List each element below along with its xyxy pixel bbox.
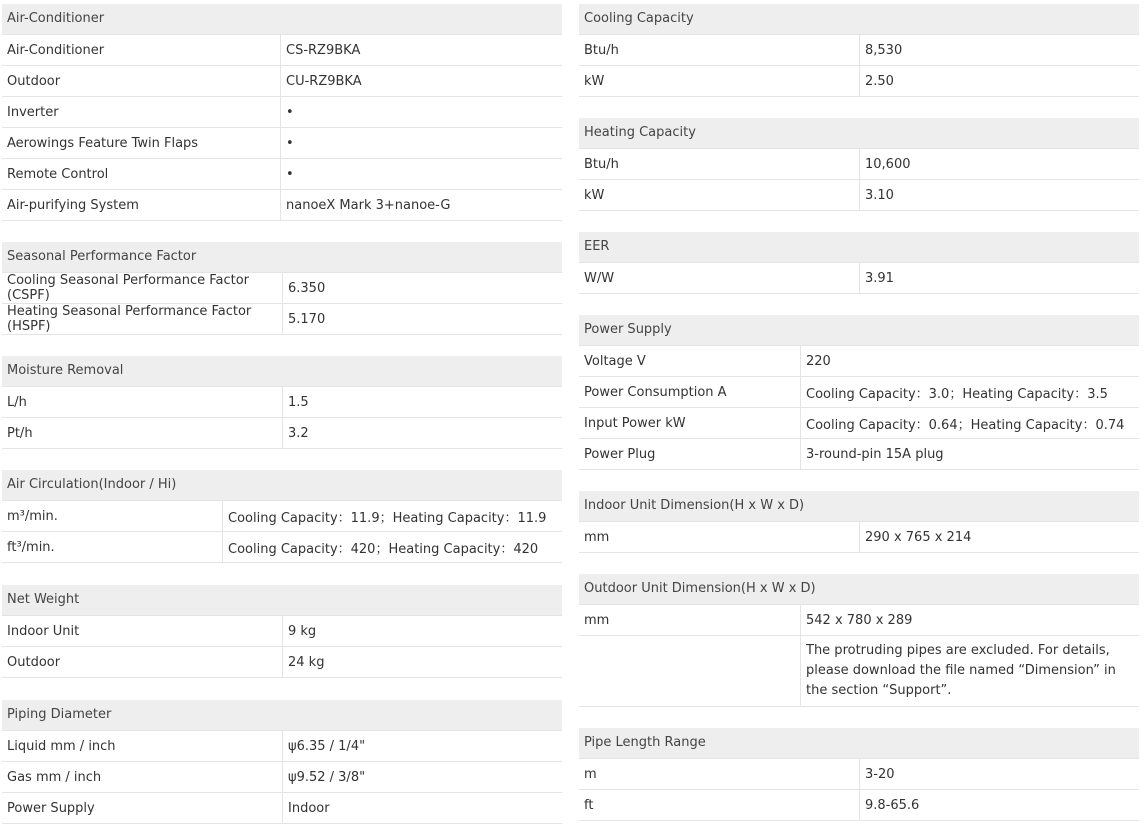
spec-label: Inverter — [7, 104, 59, 120]
spec-label: ft³/min. — [7, 539, 55, 555]
spec-note: The protruding pipes are excluded. For details, please download the file named “Dimension” in the section “Support”. — [800, 636, 1139, 706]
spec-label: Aerowings Feature Twin Flaps — [7, 135, 199, 151]
spec-value: 3-20 — [859, 759, 1139, 789]
section-air-conditioner — [2, 4, 562, 221]
spec-value: 2.50 — [859, 66, 1139, 96]
spec-row — [579, 759, 1139, 790]
spec-label — [579, 636, 800, 706]
spec-row — [579, 346, 1139, 377]
spec-value: 290 x 765 x 214 — [859, 522, 1139, 552]
section-title: Outdoor Unit Dimension(H x W x D) — [579, 574, 1139, 605]
section-title: Air-Conditioner — [2, 4, 562, 35]
spec-label: L/h — [7, 394, 27, 410]
spec-label: mm — [584, 529, 610, 545]
section-heating-capacity — [579, 118, 1139, 211]
section-net-weight — [2, 585, 562, 678]
spec-row — [2, 793, 562, 824]
spec-value: nanoeX Mark 3+nanoe-G — [280, 190, 562, 220]
section-piping-diameter — [2, 700, 562, 824]
spec-row — [2, 762, 562, 793]
section-power-supply — [579, 315, 1139, 470]
spec-label: mm — [584, 612, 610, 628]
section-title: Heating Capacity — [579, 118, 1139, 149]
spec-value: 1.5 — [282, 387, 562, 417]
section-title: Moisture Removal — [2, 356, 562, 387]
spec-label: Outdoor — [7, 654, 61, 670]
spec-value: 3-round-pin 15A plug — [800, 439, 1139, 469]
section-outdoor-dimension — [579, 574, 1139, 707]
spec-label: Power Supply — [7, 800, 95, 816]
spec-label: Pt/h — [7, 425, 33, 441]
spec-value: ψ6.35 / 1/4" — [282, 731, 562, 761]
section-seasonal-performance — [2, 242, 562, 335]
spec-label: Power Plug — [584, 446, 656, 462]
spec-row — [579, 377, 1139, 408]
spec-row — [579, 35, 1139, 66]
spec-row — [579, 149, 1139, 180]
spec-row — [579, 263, 1139, 294]
spec-label: Indoor Unit — [7, 623, 80, 639]
spec-value: Cooling Capacity：0.64；Heating Capacity：0.74 — [800, 408, 1139, 438]
spec-row — [2, 532, 562, 563]
spec-label: m³/min. — [7, 508, 58, 524]
spec-value: 24 kg — [282, 647, 562, 677]
spec-label: kW — [584, 187, 605, 203]
section-title: Air Circulation(Indoor / Hi) — [2, 470, 562, 501]
spec-label: Air-purifying System — [7, 197, 139, 213]
spec-label: Voltage V — [584, 353, 646, 369]
spec-label: ft — [584, 797, 594, 813]
spec-label: Cooling Seasonal Performance Factor (CSPF) — [7, 273, 250, 303]
spec-row — [2, 387, 562, 418]
spec-row — [2, 273, 562, 304]
spec-value: Cooling Capacity：11.9；Heating Capacity：11.9 — [222, 501, 562, 531]
bullet-icon: • — [280, 97, 562, 127]
spec-label: m — [584, 766, 597, 782]
section-indoor-dimension — [579, 491, 1139, 553]
spec-row — [2, 647, 562, 678]
spec-value: CS-RZ9BKA — [280, 35, 562, 65]
spec-value: 10,600 — [859, 149, 1139, 179]
spec-label: Liquid mm / inch — [7, 738, 116, 754]
spec-value: Cooling Capacity：420；Heating Capacity：420 — [222, 532, 562, 562]
spec-value: 3.91 — [859, 263, 1139, 293]
section-air-circulation — [2, 470, 562, 563]
spec-label: kW — [584, 73, 605, 89]
spec-label: Btu/h — [584, 42, 619, 58]
section-cooling-capacity — [579, 4, 1139, 97]
section-pipe-length — [579, 728, 1139, 821]
spec-value: 3.10 — [859, 180, 1139, 210]
section-title: Net Weight — [2, 585, 562, 616]
bullet-icon: • — [280, 128, 562, 158]
spec-value: 8,530 — [859, 35, 1139, 65]
section-title: Cooling Capacity — [579, 4, 1139, 35]
spec-value: CU-RZ9BKA — [280, 66, 562, 96]
spec-label: Input Power kW — [584, 415, 686, 431]
spec-row — [2, 616, 562, 647]
spec-row — [2, 304, 562, 335]
spec-row — [579, 636, 1139, 707]
spec-value: Cooling Capacity：3.0；Heating Capacity：3.5 — [800, 377, 1139, 407]
spec-value: 5.170 — [282, 304, 562, 334]
spec-value: 6.350 — [282, 273, 562, 303]
spec-value: 220 — [800, 346, 1139, 376]
bullet-icon: • — [280, 159, 562, 189]
spec-row — [2, 418, 562, 449]
spec-value: 9.8-65.6 — [859, 790, 1139, 820]
spec-value: 9 kg — [282, 616, 562, 646]
spec-value: 542 x 780 x 289 — [800, 605, 1139, 635]
section-title: Power Supply — [579, 315, 1139, 346]
spec-row — [2, 97, 562, 128]
section-title: Indoor Unit Dimension(H x W x D) — [579, 491, 1139, 522]
section-title: EER — [579, 232, 1139, 263]
spec-row — [579, 790, 1139, 821]
spec-row — [2, 66, 562, 97]
spec-label: Gas mm / inch — [7, 769, 102, 785]
spec-row — [2, 159, 562, 190]
section-title: Seasonal Performance Factor — [2, 242, 562, 273]
section-eer — [579, 232, 1139, 294]
spec-value: Indoor — [282, 793, 562, 823]
section-title: Pipe Length Range — [579, 728, 1139, 759]
section-title: Piping Diameter — [2, 700, 562, 731]
spec-label: Outdoor — [7, 73, 61, 89]
spec-label: W/W — [584, 270, 615, 286]
spec-row — [2, 35, 562, 66]
spec-value: ψ9.52 / 3/8" — [282, 762, 562, 792]
spec-row — [579, 522, 1139, 553]
spec-label: Btu/h — [584, 156, 619, 172]
spec-label: Air-Conditioner — [7, 42, 105, 58]
spec-label: Power Consumption A — [584, 384, 727, 400]
left-spec-column — [2, 4, 562, 824]
spec-row — [2, 501, 562, 532]
section-moisture-removal — [2, 356, 562, 449]
spec-row — [2, 128, 562, 159]
spec-value: 3.2 — [282, 418, 562, 448]
spec-row — [2, 190, 562, 221]
spec-label: Heating Seasonal Performance Factor (HSPF) — [7, 304, 252, 334]
spec-label: Remote Control — [7, 166, 109, 182]
spec-row — [2, 731, 562, 762]
right-spec-column — [579, 4, 1139, 821]
spec-row — [579, 66, 1139, 97]
spec-row — [579, 180, 1139, 211]
spec-row — [579, 605, 1139, 636]
spec-row — [579, 439, 1139, 470]
spec-row — [579, 408, 1139, 439]
